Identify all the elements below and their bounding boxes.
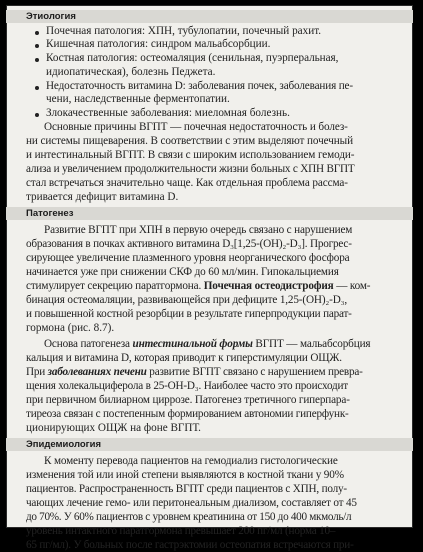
epidemiology-para-line-3: пациентов. Распространенность ВГПТ среди пациентов с ХПН, полу-	[26, 483, 347, 495]
etiology-para-line-1: Основные причины ВГПТ — почечная недостаточность и болез-	[44, 121, 348, 133]
etiology-para-line-4: ализа и увеличением продолжительности жизни больных с ХПН ВГПТ	[26, 163, 355, 175]
bullet-2: Кишечная патология: синдром мальабсорбции.	[46, 38, 271, 50]
pathogenesis-p2-line-1	[44, 338, 370, 351]
pathogenesis-p2-line-3	[26, 366, 363, 379]
text-run: — ком-	[333, 280, 371, 292]
etiology-para-line-6: тривается дефицит витамина D.	[26, 191, 179, 203]
term-liver-diseases: заболеваниях печени	[47, 366, 147, 378]
pathogenesis-p1-line-5	[26, 280, 370, 293]
text-run: При	[26, 366, 48, 378]
bullet-3-line-2: идиопатическая), болезнь Педжета.	[46, 66, 216, 78]
epidemiology-para-line-6: уровень интактного паратгормона превышает 200 пг/мл (норма 10–	[26, 525, 336, 537]
bullet-4-line-2: чени, наследственные ферментопатии.	[46, 93, 230, 105]
pathogenesis-p1-line-4: начинается уже при снижении СКФ до 60 мл/мин. Гипокальциемия	[26, 266, 339, 278]
pathogenesis-p1-line-2: образования в почках активного витамина D₃[1,25-(OH)₂-D₃]. Прогрес-	[26, 238, 352, 250]
epidemiology-para-line-4: чающих лечение гемо- или перитонеальным диализом, составляет от 45	[26, 497, 357, 509]
text-run: Основа патогенеза	[44, 338, 133, 350]
etiology-para-line-2: ни системы пищеварения. В соответствии с этим выделяют почечный	[26, 135, 353, 147]
epidemiology-para-line-2: изменения той или иной степени выявляются в костной ткани у 90%	[26, 469, 344, 481]
epidemiology-para-line-7: 65 пг/мл). У больных после гастрэктомии остеопатия встречаются при-	[26, 539, 354, 551]
epidemiology-para-line-5: до 70%. У 60% пациентов с уровнем креатинина от 150 до 400 мкмоль/л	[26, 511, 352, 523]
pathogenesis-p2-line-4: щения холекальциферола в 25-OH-D₃. Наиболее часто это происходит	[26, 380, 348, 392]
pathogenesis-p2-line-2: кальция и витамина D, которая приводит к гиперстимуляции ОЩЖ.	[26, 352, 342, 364]
bullet-dot	[35, 113, 39, 117]
heading-band-pathogenesis	[6, 207, 413, 220]
term-intestinal-form: интестинальной формы	[132, 338, 253, 350]
pathogenesis-p1-line-7: и повышенной костной резорбции в результате гиперпродукции парат-	[26, 308, 352, 320]
pathogenesis-p2-line-5: при первичном билиарном циррозе. Патогенез третичного гиперпара-	[26, 394, 350, 406]
pathogenesis-p1-line-8: гормона (рис. 8.7).	[26, 322, 115, 334]
text-run: стимулирует секрецию паратгормона.	[26, 280, 204, 292]
pathogenesis-p1-line-6: бинация остеомаляции, развивающейся при дефиците 1,25-(OH)₂-D₃,	[26, 294, 348, 306]
bullet-dot	[35, 31, 39, 35]
heading-band-epidemiology	[6, 438, 413, 451]
bullet-dot	[35, 58, 39, 62]
text-run: ВГПТ — мальабсорбция	[252, 338, 371, 350]
pathogenesis-p2-line-7: ционирующих ОЩЖ на фоне ВГПТ.	[26, 422, 201, 434]
heading-pathogenesis: Патогенез	[26, 208, 74, 219]
bullet-4-line-1: Недостаточность витамина D: заболевания почек, заболевания пе-	[46, 80, 353, 92]
book-page	[6, 5, 413, 551]
bullet-dot	[35, 44, 39, 48]
pathogenesis-p2-line-6: тиреоза связан с постепенным формированием автономии гиперфунк-	[26, 408, 349, 420]
term-renal-osteodystrophy: Почечная остеодистрофия	[203, 280, 334, 292]
bullet-dot	[35, 86, 39, 90]
text-run: развитие ВГПТ связано с нарушением превра-	[146, 366, 363, 378]
pathogenesis-p1-line-1: Развитие ВГПТ при ХПН в первую очередь связано с нарушением	[44, 224, 353, 236]
epidemiology-para-line-1: К моменту перевода пациентов на гемодиализ гистологические	[44, 455, 338, 467]
heading-etiology: Этиология	[26, 11, 76, 22]
bullet-1: Почечная патология: ХПН, тубулопатии, почечный рахит.	[46, 25, 322, 37]
heading-epidemiology: Эпидемиология	[26, 439, 102, 450]
etiology-para-line-5: стал встречаться значительно чаще. Как отдельная проблема рассма-	[26, 177, 348, 189]
etiology-para-line-3: и интестинальный ВГПТ. В связи с широким использованием гемоди-	[26, 149, 355, 161]
bullet-5: Злокачественные заболевания: миеломная болезнь.	[46, 107, 290, 119]
pathogenesis-p1-line-3: сирующее увеличение плазменного уровня неорганического фосфора	[26, 252, 350, 264]
heading-band-etiology	[6, 10, 413, 23]
bullet-3-line-1: Костная патология: остеомаляция (сенильная, пуэрперальная,	[46, 52, 339, 64]
